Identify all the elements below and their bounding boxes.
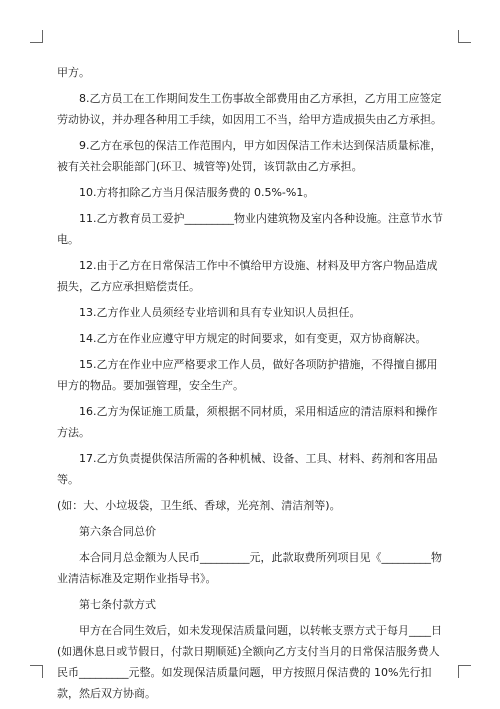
paragraph: 15.乙方在作业中应严格要求工作人员，做好各项防护措施，不得擅自挪用甲方的物品。要加强管理，安全生产。: [57, 358, 438, 392]
paragraph: 第七条付款方式: [79, 598, 156, 611]
paragraph: 17.乙方负责提供保洁所需的各种机械、设备、工具、材料、药剂和客用品等。: [57, 452, 438, 486]
crop-mark-top-right: [458, 30, 471, 43]
crop-mark-bottom-right: [458, 665, 471, 678]
paragraph: 甲方。: [57, 66, 90, 79]
paragraph: 12.由于乙方在日常保洁工作中不慎给甲方设施、材料及甲方客户物品造成损失，乙方应承担赔偿责任。: [57, 259, 438, 293]
paragraph: 甲方在合同生效后，如未发现保洁质量问题，以转帐支票方式于每月____日(如遇休息日或节假日，付款日期顺延)全额向乙方支付当月的日常保洁服务费人民币_________元整。如发现保洁质量问题，甲方按照月保洁费的 10%先行扣款，然后双方协商。: [57, 624, 442, 700]
paragraph: 16.乙方为保证施工质量，须根据不同材质，采用相适应的清洁原料和操作方法。: [57, 405, 438, 439]
paragraph: 8.乙方员工在工作期间发生工伤事故全部费用由乙方承担，乙方用工应签定劳动协议，并办理各种用工手续，如因用工不当，给甲方造成损失由乙方承担。: [57, 92, 442, 126]
paragraph: 第六条合同总价: [79, 525, 156, 538]
crop-mark-bottom-left: [30, 665, 43, 678]
paragraph: (如：大、小垃圾袋，卫生纸、香球，光亮剂、清洁剂等)。: [57, 499, 341, 512]
paragraph: 9.乙方在承包的保洁工作范围内，甲方如因保洁工作未达到保洁质量标准，被有关社会职能部门(环卫、城管等)处罚，该罚款由乙方承担。: [57, 139, 442, 173]
document-body: [57, 62, 445, 709]
paragraph: 14.乙方在作业应遵守甲方规定的时间要求，如有变更，双方协商解决。: [79, 332, 427, 345]
paragraph: 10.方将扣除乙方当月保洁服务费的 0.5%-%1。: [79, 186, 315, 199]
paragraph: 13.乙方作业人员须经专业培训和具有专业知识人员担任。: [79, 306, 361, 319]
crop-mark-top-left: [30, 30, 43, 43]
paragraph: 11.乙方教育员工爱护_________物业内建筑物及室内各种设施。注意节水节电。: [57, 212, 443, 246]
paragraph: 本合同月总金额为人民币_________元，此款取费所列项目见《_________物业清洁标准及定期作业指导书》。: [57, 551, 442, 585]
